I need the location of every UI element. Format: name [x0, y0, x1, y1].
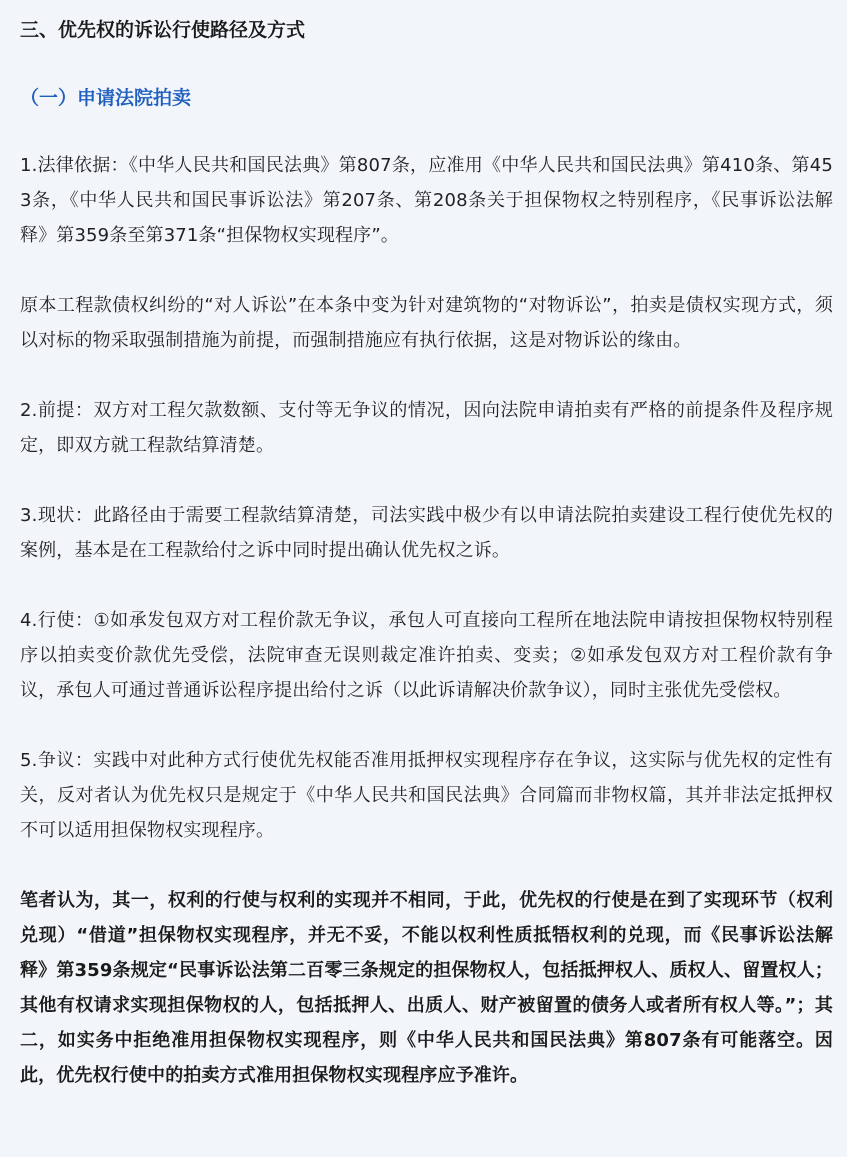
paragraph-author-conclusion: 笔者认为，其一，权利的行使与权利的实现并不相同，于此，优先权的行使是在到了实现环节（权利兑现）“借道”担保物权实现程序，并无不妥，不能以权利性质抵牾权利的兑现，而《民事诉讼法解释》第359条规定“民事诉讼法第二百零三条规定的担保物权人，包括抵押权人、质权人、留置权人；其他有权请求实现担保物权的人，包括抵押人、出质人、财产被留置的债务人或者所有权人等。”；其二，如实务中拒绝准用担保物权实现程序，则《中华人民共和国民法典》第807条有可能落空。因此，优先权行使中的拍卖方式准用担保物权实现程序应予准许。 — [20, 890, 833, 1086]
paragraph-legal-basis: 1.法律依据：《中华人民共和国民法典》第807条，应准用《中华人民共和国民法典》第410条、第453条，《中华人民共和国民事诉讼法》第207条、第208条关于担保物权之特别程序，《民事诉讼法解释》第359条至第371条“担保物权实现程序”。 — [20, 155, 833, 246]
subsection-title: （一）申请法院拍卖 — [20, 87, 192, 109]
paragraph-object-litigation: 原本工程款债权纠纷的“对人诉讼”在本条中变为针对建筑物的“对物诉讼”，拍卖是债权实现方式，须以对标的物采取强制措施为前提，而强制措施应有执行依据，这是对物诉讼的缘由。 — [20, 295, 833, 351]
section-title: 三、优先权的诉讼行使路径及方式 — [20, 19, 306, 41]
paragraph-exercise: 4.行使：①如承发包双方对工程价款无争议，承包人可直接向工程所在地法院申请按担保物权特别程序以拍卖变价款优先受偿，法院审查无误则裁定准许拍卖、变卖；②如承发包双方对工程价款有争议，承包人可通过普通诉讼程序提出给付之诉（以此诉请解决价款争议），同时主张优先受偿权。 — [20, 610, 833, 701]
paragraph-status: 3.现状：此路径由于需要工程款结算清楚，司法实践中极少有以申请法院拍卖建设工程行使优先权的案例，基本是在工程款给付之诉中同时提出确认优先权之诉。 — [20, 505, 833, 561]
paragraph-premise: 2.前提：双方对工程欠款数额、支付等无争议的情况，因向法院申请拍卖有严格的前提条件及程序规定，即双方就工程款结算清楚。 — [20, 400, 833, 456]
paragraph-dispute: 5.争议：实践中对此种方式行使优先权能否准用抵押权实现程序存在争议，这实际与优先权的定性有关，反对者认为优先权只是规定于《中华人民共和国民法典》合同篇而非物权篇，其并非法定抵押权不可以适用担保物权实现程序。 — [20, 750, 833, 841]
